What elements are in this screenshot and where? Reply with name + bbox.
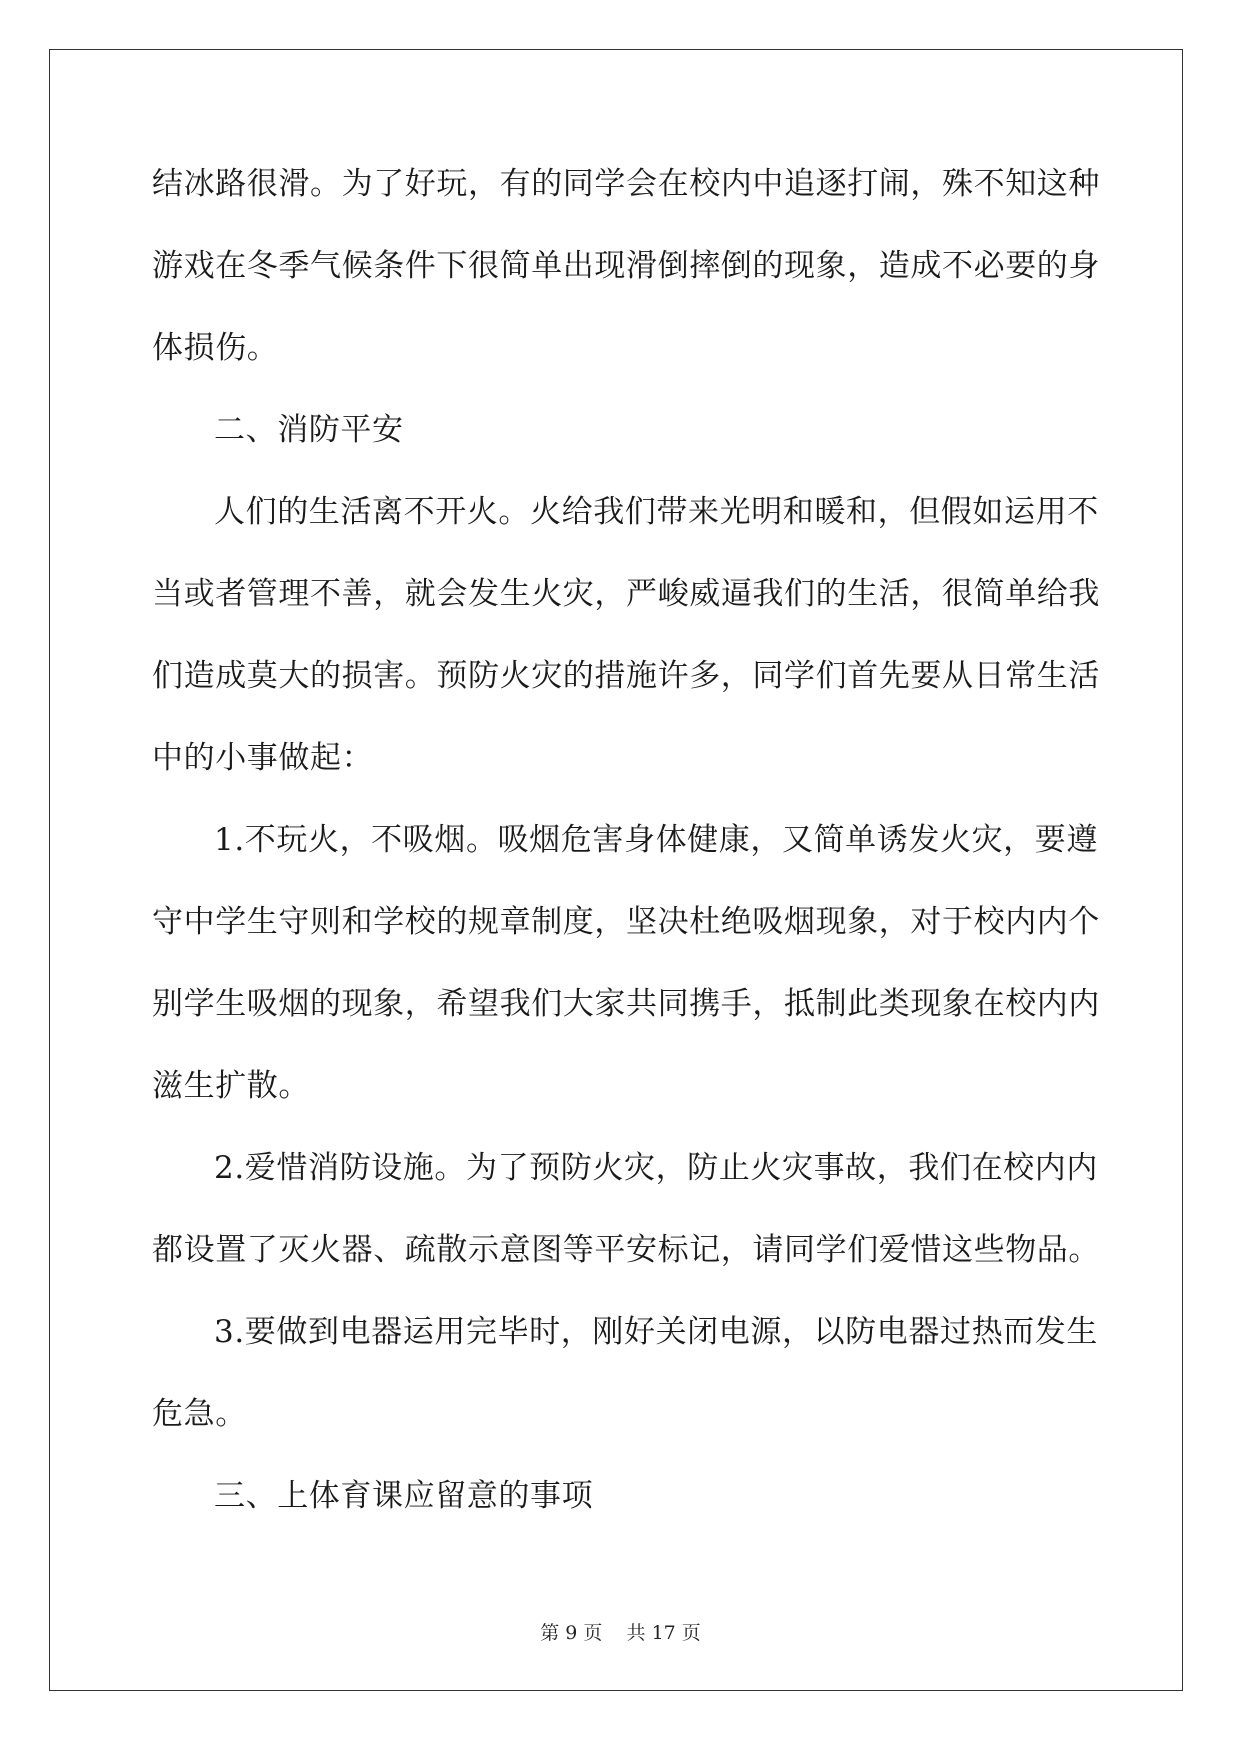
text-line: 滋生扩散。: [152, 1068, 310, 1104]
list-item-line: 2.爱惜消防设施。为了预防火灾，防止火灾事故，我们在校内内: [214, 1150, 1098, 1186]
page-number-footer: 第 9 页 共 17 页: [540, 1622, 701, 1644]
text-line: 结冰路很滑。为了好玩，有的同学会在校内中追逐打闹，殊不知这种: [152, 166, 1100, 202]
text-line: 们造成莫大的损害。预防火灾的措施许多，同学们首先要从日常生活: [152, 658, 1100, 694]
section-heading: 二、消防平安: [214, 412, 404, 448]
document-body: [152, 160, 1100, 1554]
text-line: 人们的生活离不开火。火给我们带来光明和暖和，但假如运用不: [214, 494, 1099, 530]
text-line: 危急。: [152, 1396, 247, 1432]
text-line: 都设置了灭火器、疏散示意图等平安标记，请同学们爱惜这些物品。: [152, 1232, 1100, 1268]
text-line: 别学生吸烟的现象，希望我们大家共同携手，抵制此类现象在校内内: [152, 986, 1100, 1022]
text-line: 守中学生守则和学校的规章制度，坚决杜绝吸烟现象，对于校内内个: [152, 904, 1100, 940]
list-item-line: 3.要做到电器运用完毕时，刚好关闭电源，以防电器过热而发生: [214, 1314, 1098, 1350]
text-line: 体损伤。: [152, 330, 279, 366]
text-line: 游戏在冬季气候条件下很简单出现滑倒摔倒的现象，造成不必要的身: [152, 248, 1100, 284]
section-heading: 三、上体育课应留意的事项: [214, 1478, 594, 1514]
list-item-line: 1.不玩火，不吸烟。吸烟危害身体健康，又简单诱发火灾，要遵: [214, 822, 1098, 858]
text-line: 中的小事做起：: [152, 740, 374, 776]
text-line: 当或者管理不善，就会发生火灾，严峻威逼我们的生活，很简单给我: [152, 576, 1100, 612]
